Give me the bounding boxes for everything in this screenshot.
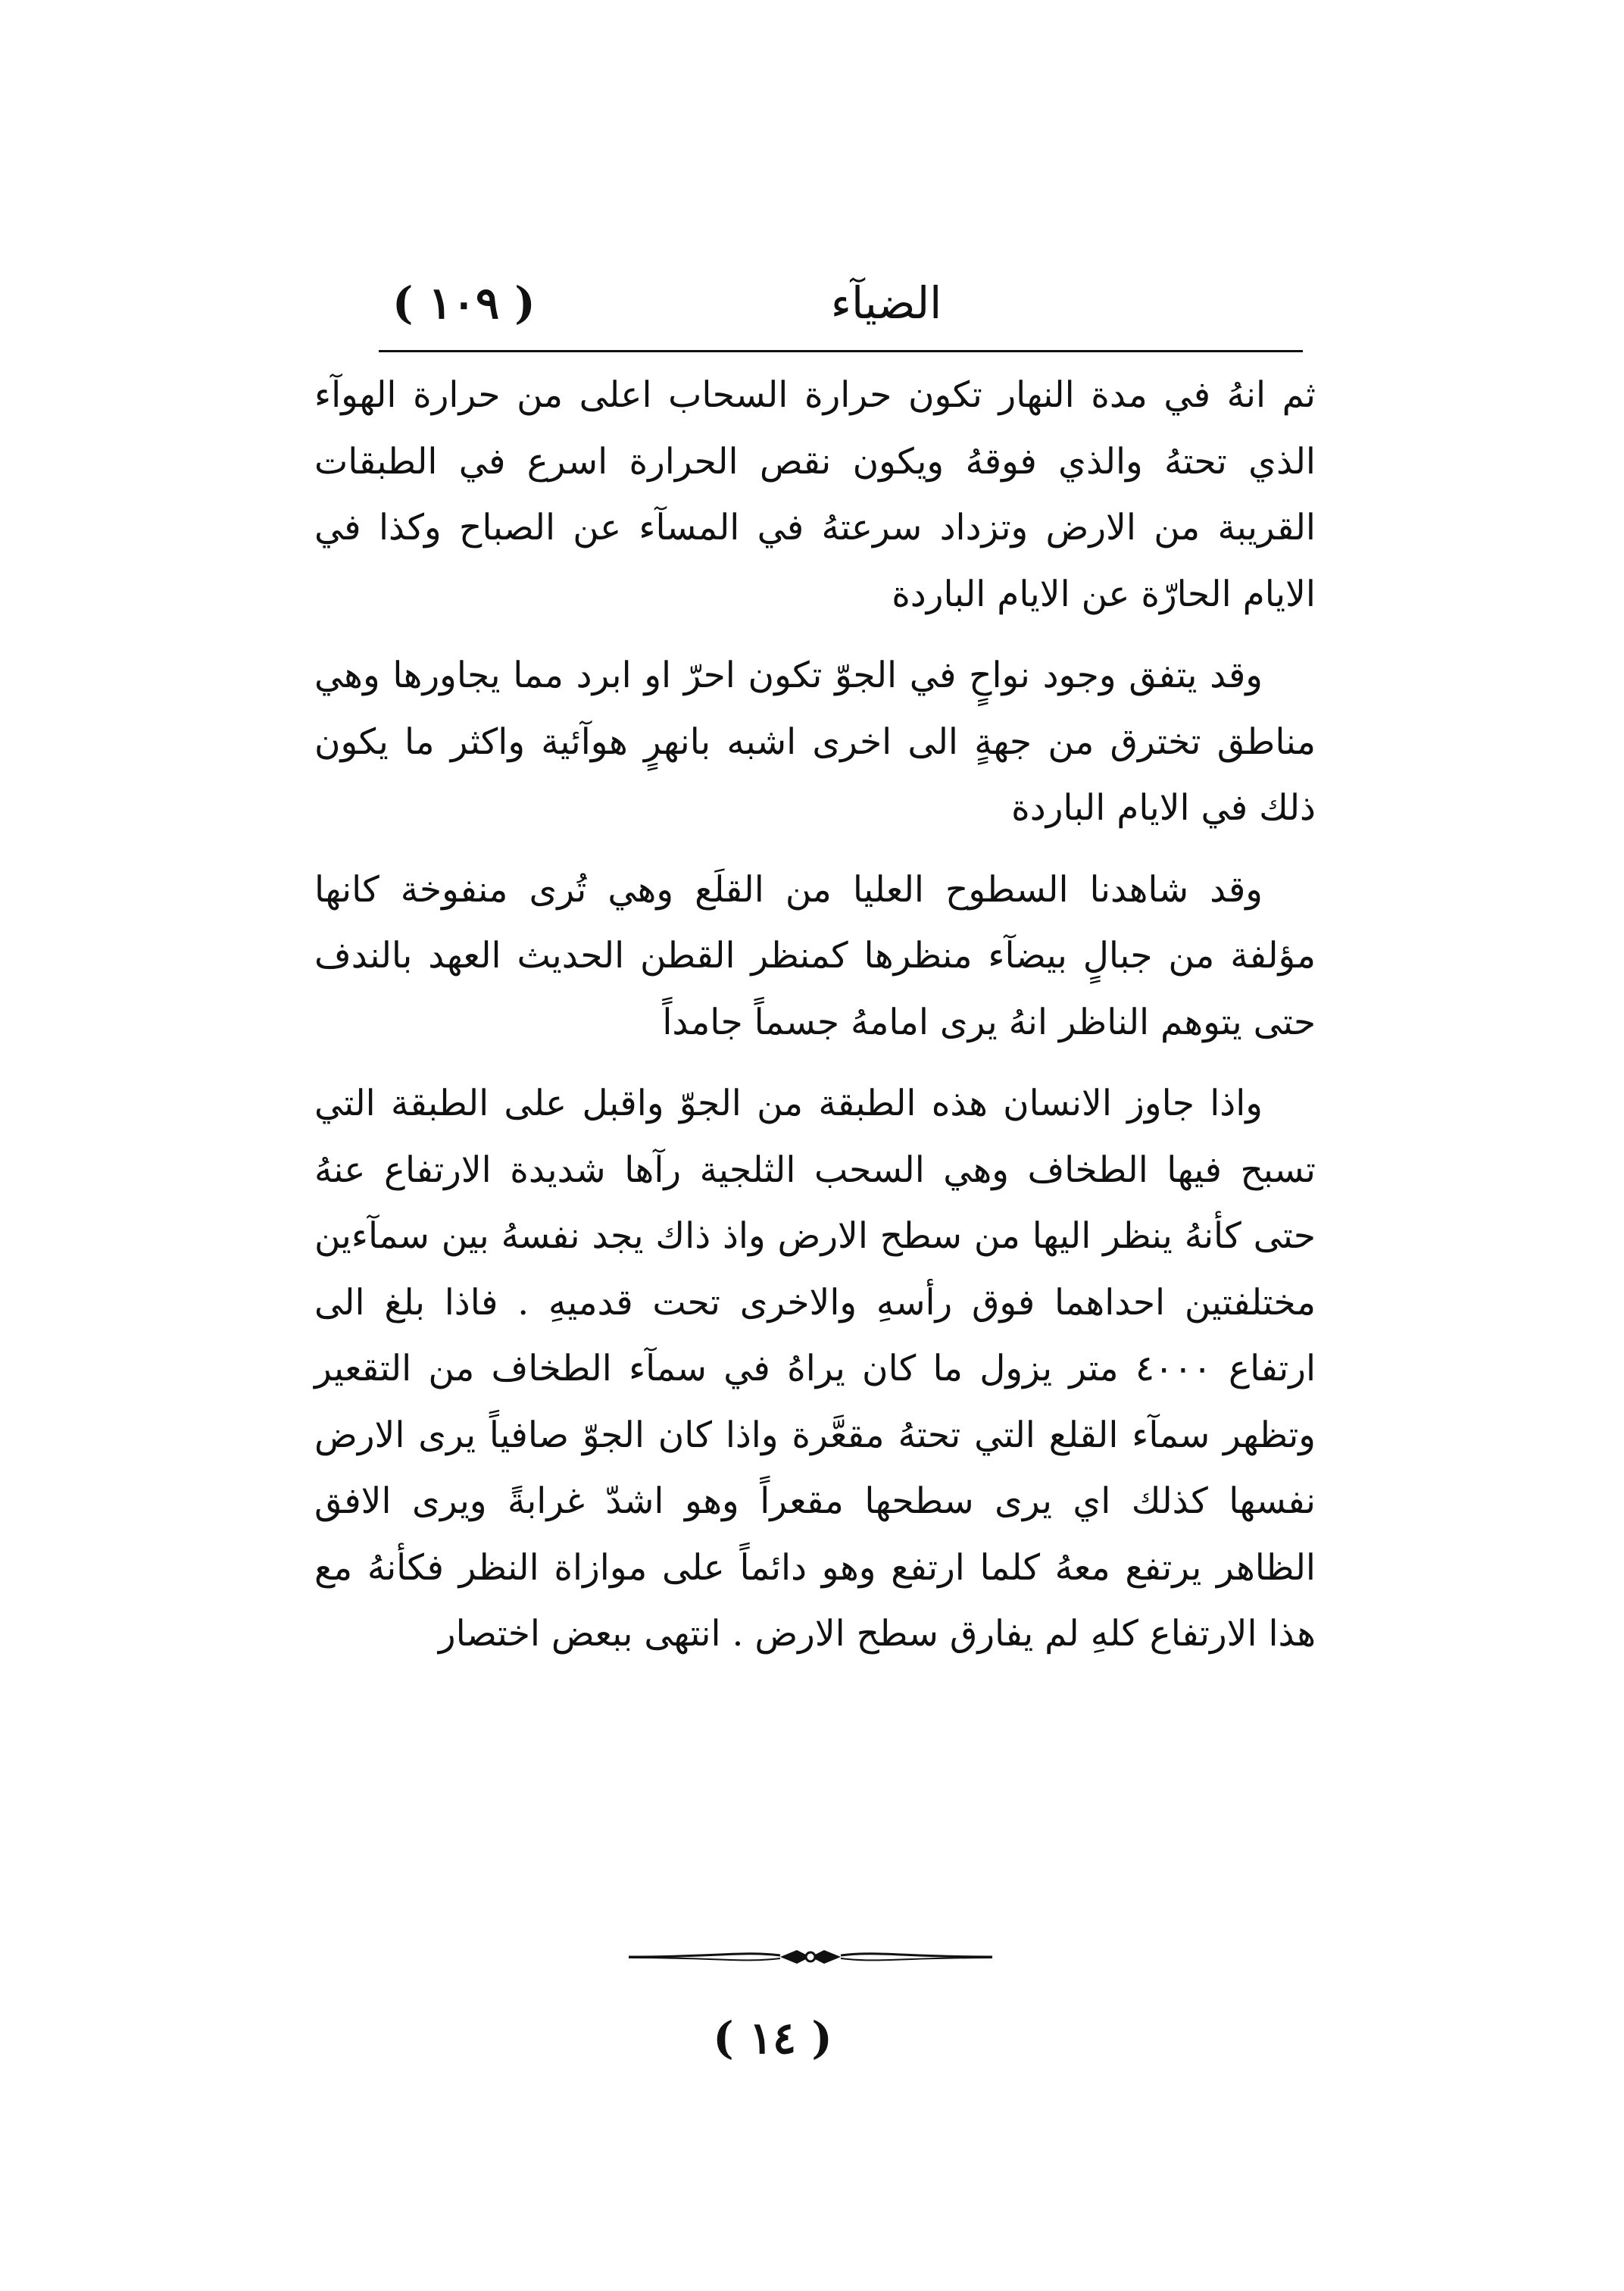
header-rule [379,350,1303,352]
article-body [314,362,1316,1683]
paragraph-2: وقد يتفق وجود نواحٍ في الجوّ تكون احرّ او ابرد مما يجاورها وهي مناطق تخترق من جهةٍ الى اخرى اشبه بانهرٍ هوآئية واكثر ما يكون ذلك في الايام الباردة [314,655,1316,829]
journal-title: الضيآء [830,277,942,329]
paragraph-3: وقد شاهدنا السطوح العليا من القلَع وهي تُرى منفوخة كانها مؤلفة من جبالٍ بيضآء منظرها كمنظر القطن الحديث العهد بالندف حتى يتوهم الناظر انهُ يرى امامهُ جسماً جامداً [314,868,1316,1043]
signature-mark: ( ١٤ ) [713,2012,832,2064]
paragraph-4: واذا جاوز الانسان هذه الطبقة من الجوّ واقبل على الطبقة التي تسبح فيها الطخاف وهي السحب الثلجية رآها شديدة الارتفاع عنهُ حتى كأنهُ ينظر اليها من سطح الارض واذ ذاك يجد نفسهُ بين سمآءين مختلفتين احداهما فوق رأسهِ والاخرى تحت قدميهِ . فاذا بلغ الى ارتفاع ٤٠٠٠ متر يزول ما كان يراهُ في سمآء الطخاف من التقعير وتظهر سمآء القلع التي تحتهُ مقعَّرة واذا كان الجوّ صافياً يرى الارض نفسها كذلك اي يرى سطحها مقعراً وهو اشدّ غرابةً ويرى الافق الظاهر يرتفع معهُ كلما ارتفع وهو دائماً على موازاة النظر فكأنهُ مع هذا الارتفاع كلهِ لم يفارق سطح الارض . انتهى ببعض اختصار [314,1083,1316,1655]
ornamental-divider-icon [629,1947,992,1967]
page-number: ( ١٠٩ ) [392,277,536,329]
paragraph-1: ثم انهُ في مدة النهار تكون حرارة السحاب اعلى من حرارة الهوآء الذي تحتهُ والذي فوقهُ ويكون نقص الحرارة اسرع في الطبقات القريبة من الارض وتزداد سرعتهُ في المسآء عن الصباح وكذا في الايام الحارّة عن الايام الباردة [314,374,1316,615]
running-header [379,265,1303,341]
